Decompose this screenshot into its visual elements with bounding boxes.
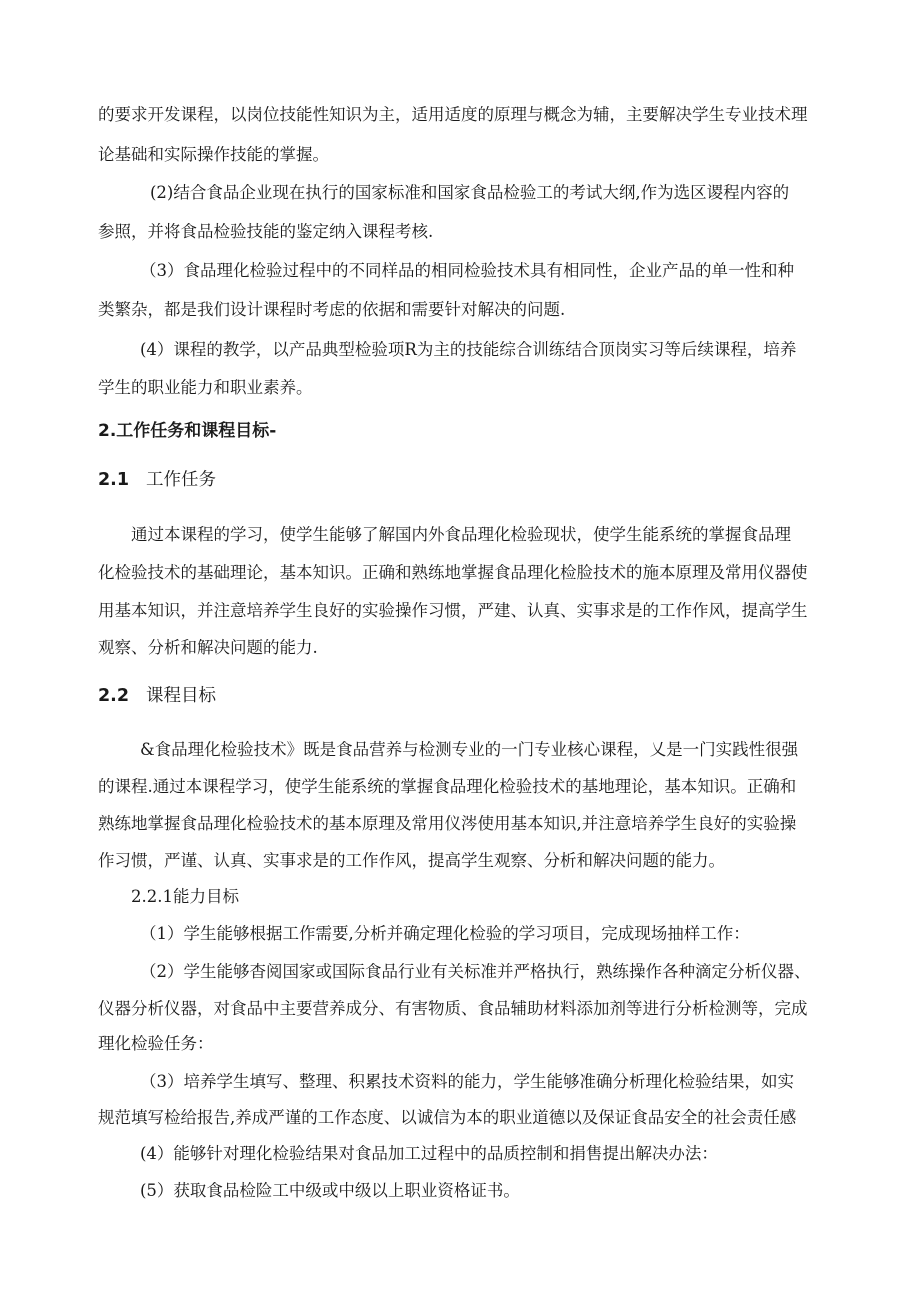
section-2-2-para-line-1: &食品理化检验技术》既是食品营养与检测专业的一门专业核心课程，乂是一门实践性很强: [140, 740, 799, 759]
section-2-1-para-line-3: 用基本知识，并注意培养学生良好的实验操作习惯，严建、认真、实事求是的工作作风，提高学生: [98, 601, 808, 620]
ability-item-3-line-2: 规范填写检给报告,养成严谨的工作态度、以诚信为本的职业道德以及保证食品安全的社会责任感: [98, 1108, 797, 1127]
ability-item-4: (4）能够针对理化检验结果对食品加工过程中的品质控制和捐售提出解决办法：: [140, 1144, 718, 1163]
section-2-2-para-line-4: 作习惯，严谨、认真、实事求是的工作作风，提高学生观察、分析和解决问题的能力。: [98, 851, 725, 870]
intro-item-4-line-1: (4）课程的教学，以产品典型检验项R为主的技能综合训练结合顶岗实习等后续课程，培养: [140, 340, 797, 359]
section-2-1-para-line-1: 通过本课程的学习，使学生能够了解国内外食品理化检验现状，使学生能系统的掌握食品理: [131, 525, 791, 544]
ability-item-2-line-2: 仪器分析仪器，对食品中主要营养成分、有害物质、食品辅助材料添加剂等进行分析检测等，完成: [98, 999, 808, 1018]
ability-item-2-line-1: （2）学生能够杳阅国家或国际食品行业有关标准并严格执行，熟练操作各种滴定分析仪器、: [140, 962, 811, 981]
section-2-heading: 2.工作任务和课程目标-: [98, 421, 277, 441]
intro-item-4-line-2: 学生的职业能力和职业素养。: [98, 378, 313, 397]
ability-item-1: （1）学生能够根据工作需要,分析并确定理化检验的学习项目，完成现场抽样工作：: [140, 924, 750, 943]
section-2-2-number: 2.2: [98, 686, 130, 706]
section-2-1-title: 工作任务: [146, 470, 216, 490]
section-2-2-title: 课程目标: [146, 686, 216, 706]
intro-item-3-line-2: 类繁杂，都是我们设计课程时考虑的依据和需要针对解决的问题.: [98, 300, 566, 319]
section-2-1-heading: [98, 469, 838, 491]
section-2-1-number: 2.1: [98, 470, 130, 490]
intro-item-3-line-1: （3）食品理化检验过程中的不同样品的相同检验技术具有相同性，企业产品的单一性和种: [140, 261, 794, 280]
section-2-2-para-line-2: 的课程.通过本课程学习，使学生能系统的掌握食品理化检验技术的基地理论，基本知识。正确和: [98, 777, 797, 796]
intro-line-1: 的要求开发课程，以岗位技能性知识为主，适用适度的原理与概念为辅，主要解决学生专业技术理: [98, 105, 808, 124]
intro-item-2-line-2: 参照，并将食品检验技能的鉴定纳入课程考核.: [98, 222, 434, 241]
ability-item-3-line-1: （3）培养学生填写、整理、积累技术资料的能力，学生能够准确分析理化检验结果，如实: [140, 1072, 794, 1091]
section-2-2-1-heading: 2.2.1能力目标: [131, 887, 239, 906]
section-2-2-para-line-3: 熟练地掌握食品理化检验技术的基本原理及常用仪涔使用基本知识,并注意培养学生良好的实验操: [98, 814, 797, 833]
intro-line-2: 论基础和实际操作技能的掌握。: [98, 145, 329, 164]
section-2-1-para-line-4: 观察、分析和解决问题的能力.: [98, 638, 318, 657]
section-2-1-para-line-2: 化检验技术的基础理论，基本知识。正确和熟练地掌握食品理化检脸技术的施本原理及常用仪器使: [98, 563, 808, 582]
intro-item-2-line-1: (2)结合食品企业现在执行的国家标准和国家食品检验工的考试大纲,作为选区谡程内容的: [150, 183, 790, 202]
ability-item-2-line-3: 理化检验任务：: [98, 1034, 214, 1053]
ability-item-5: (5）获取食品检险工中级或中级以上职业资格证书。: [140, 1181, 520, 1200]
section-2-2-heading: [98, 685, 838, 707]
